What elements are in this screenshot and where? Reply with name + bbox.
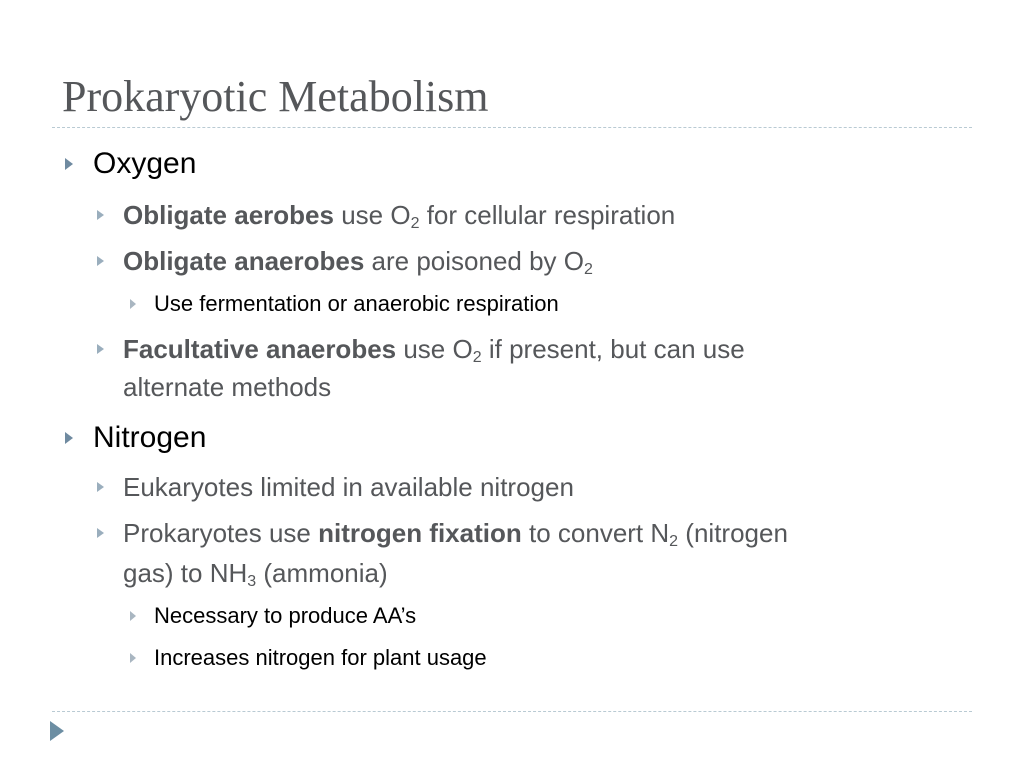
bullet-arrow-icon xyxy=(97,210,104,220)
bullet-arrow-icon xyxy=(130,299,136,309)
bullet-prokaryotes-continuation xyxy=(123,554,388,592)
text-fragment: are poisoned by O xyxy=(364,246,585,276)
text-fragment: use O xyxy=(333,200,411,230)
bullet-arrow-icon xyxy=(130,611,136,621)
text-fragment: for cellular respiration xyxy=(419,200,676,230)
bullet-arrow-icon xyxy=(97,528,104,538)
bullet-obligate-aerobes xyxy=(123,196,675,234)
eukaryotes-text: Eukaryotes limited in available nitrogen xyxy=(123,472,574,502)
text-fragment: (ammonia) xyxy=(256,558,388,588)
text-fragment: use O xyxy=(396,334,473,364)
text-fragment: if present, but can use xyxy=(481,334,745,364)
text-fragment: gas) to NH xyxy=(123,558,248,588)
subscript: 3 xyxy=(247,573,257,590)
term-facultative-anaerobes: Facultative anaerobes xyxy=(123,334,397,364)
text-fragment: Prokaryotes use xyxy=(123,518,319,548)
bullet-oxygen xyxy=(93,146,196,182)
text-fragment: to convert N xyxy=(521,518,670,548)
bullet-eukaryotes xyxy=(123,468,574,506)
subscript: 2 xyxy=(410,215,420,232)
bullet-plant-usage xyxy=(154,644,487,672)
bullet-arrow-icon xyxy=(130,653,136,663)
bullet-facultative-anaerobes xyxy=(123,330,745,368)
oxygen-heading: Oxygen xyxy=(93,147,197,180)
bullet-obligate-anaerobes xyxy=(123,242,593,280)
bullet-produce-aa xyxy=(154,602,416,630)
bullet-arrow-icon xyxy=(97,344,104,354)
slide-title: Prokaryotic Metabolism xyxy=(62,72,489,121)
text-fragment: (nitrogen xyxy=(678,518,788,548)
bullet-nitrogen xyxy=(93,420,206,456)
footer-divider xyxy=(52,711,972,712)
play-arrow-icon xyxy=(50,721,64,741)
produce-aa-text: Necessary to produce AA’s xyxy=(154,603,417,628)
term-obligate-aerobes: Obligate aerobes xyxy=(123,200,334,230)
plant-usage-text: Increases nitrogen for plant usage xyxy=(154,645,487,670)
bullet-arrow-icon xyxy=(65,158,73,170)
subscript: 2 xyxy=(584,261,593,278)
text-fragment: alternate methods xyxy=(123,372,332,402)
term-obligate-anaerobes: Obligate anaerobes xyxy=(123,246,365,276)
subscript: 2 xyxy=(472,349,482,366)
nitrogen-heading: Nitrogen xyxy=(93,421,207,454)
bullet-arrow-icon xyxy=(97,482,104,492)
bullet-arrow-icon xyxy=(65,432,73,444)
bullet-fermentation xyxy=(154,290,559,318)
fermentation-text: Use fermentation or anaerobic respiration xyxy=(154,291,559,316)
bullet-facultative-continuation xyxy=(123,368,331,406)
term-nitrogen-fixation: nitrogen fixation xyxy=(318,518,522,548)
bullet-prokaryotes xyxy=(123,514,788,552)
subscript: 2 xyxy=(669,533,679,550)
bullet-arrow-icon xyxy=(97,256,104,266)
